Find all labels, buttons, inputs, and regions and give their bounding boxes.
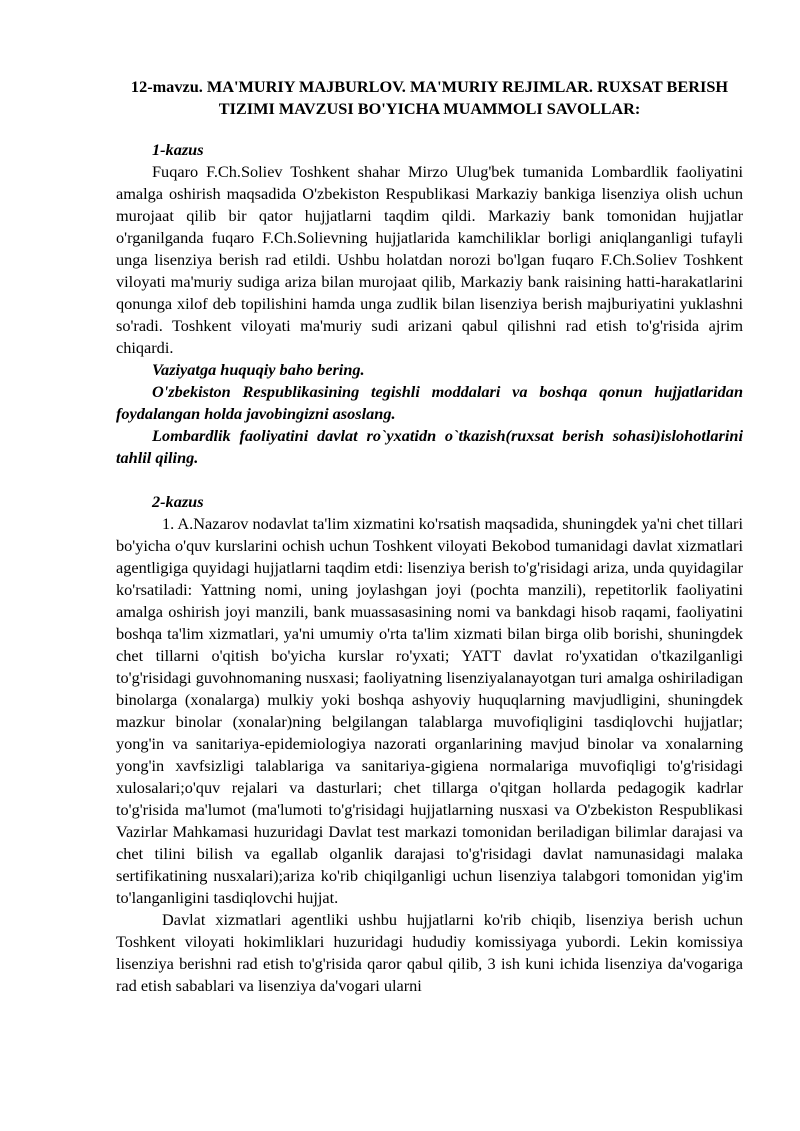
section-spacer bbox=[116, 469, 743, 491]
document-title: 12-mavzu. MA'MURIY MAJBURLOV. MA'MURIY REJIMLAR. RUXSAT BERISH TIZIMI MAVZUSI BO'YICHA MUAMMOLI SAVOLLAR: bbox=[130, 77, 729, 118]
case-1-text: Fuqaro F.Ch.Soliev Toshkent shahar Mirzo Ulug'bek tumanida Lombardlik faoliyatini amalga oshirish maqsadida O'zbekiston Respublikasi Markaziy bankiga lisenziya olish uchun murojaat qilib bir qator hujjatlarni taqdim qildi. Markaziy bank tomonidan hujjatlar o'rganilganda fuqaro F.Ch.Solievning hujjatlarida kamchiliklar borligi aniqlanganligi tufayli unga lisenziya berish rad etildi. Ushbu holatdan norozi bo'lgan fuqaro F.Ch.Soliev Toshkent viloyati ma'muriy sudiga ariza bilan murojaat qilib, Markaziy bank raisining hatti-harakatlarini qonunga xilof deb topilishini hamda unga zudlik bilan lisenziya berish majburiyatini yuklashni so'radi. Toshkent viloyati ma'muriy sudi arizani qabul qilishni rad etish to'g'risida ajrim chiqardi. bbox=[116, 162, 743, 357]
case-1-heading: 1-kazus bbox=[152, 140, 204, 159]
document-page bbox=[116, 76, 743, 997]
case-2-heading: 2-kazus bbox=[152, 492, 204, 511]
case-1-task-2: O'zbekiston Respublikasining tegishli moddalari va boshqa qonun hujjatlaridan foydalangan holda javobingizni asoslang. bbox=[116, 382, 743, 423]
case-1-task-1: Vaziyatga huquqiy baho bering. bbox=[152, 360, 365, 379]
case-2-text-2: Davlat xizmatlari agentliki ushbu hujjatlarni ko'rib chiqib, lisenziya berish uchun Toshkent viloyati hokimliklari huzuridagi hududiy komissiyaga yubordi. Lekin komissiya lisenziya berishni rad etish to'g'risida qaror qabul qilib, 3 ish kuni ichida lisenziya da'vogariga rad etish sabablari va lisenziya da'vogari ularni bbox=[116, 910, 743, 995]
case-1-task-3: Lombardlik faoliyatini davlat ro`yxatidn o`tkazish(ruxsat berish sohasi)islohotlarini tahlil qiling. bbox=[116, 426, 743, 467]
case-2-text-1: 1. A.Nazarov nodavlat ta'lim xizmatini ko'rsatish maqsadida, shuningdek ya'ni chet tillari bo'yicha o'quv kurslarini ochish uchun Toshkent viloyati Bekobod tumanidagi davlat xizmatlari agentligiga quyidagi hujjatlarni taqdim etdi: lisenziya berish to'g'risidagi ariza, unda quyidagilar ko'rsatiladi: Yattning nomi, uning joylashgan joyi (pochta manzili), repetitorlik faoliyatini amalga oshirish joyi manzili, bank muassasasining nomi va bankdagi hisob raqami, faoliyatini boshqa ta'lim xizmatlari, ya'ni umumiy o'rta ta'lim xizmati bilan birga olib borishi, shuningdek chet tillarni o'qitish bo'yicha kurslar ro'yxati; YATT davlat ro'yxatidan o'tkazilganligi to'g'risidagi guvohnomaning nusxasi; faoliyatning lisenziyalanayotgan turi amalga oshiriladigan binolarga (xonalarga) mulkiy yoki boshqa ashyoviy huquqlarning mavjudligini, shuningdek mazkur binolar (xonalar)ning belgilangan talablarga muvofiqligini tasdiqlovchi hujjatlar; yong'in va sanitariya-epidemiologiya nazorati organlarining mavjud binolar va xonalarning yong'in xavfsizligi talablariga va sanitariya-gigiena normalariga muvofiqligi to'g'risidagi xulosalari;o'quv rejalari va dasturlari; chet tillarga o'qitgan hollarda pedagogik kadrlar to'g'risida ma'lumot (ma'lumoti to'g'risidagi hujjatlarning nusxasi va O'zbekiston Respublikasi Vazirlar Mahkamasi huzuridagi Davlat test markazi tomonidan beriladigan bilimlar darajasi va chet tilini bilish va egallab olganlik darajasi to'g'risidagi davlat namunasidagi malaka sertifikatining nusxalari);ariza ko'rib chiqilganligi uchun lisenziya talabgori tomonidan yig'im to'langanligini tasdiqlovchi hujjat. bbox=[116, 514, 743, 907]
